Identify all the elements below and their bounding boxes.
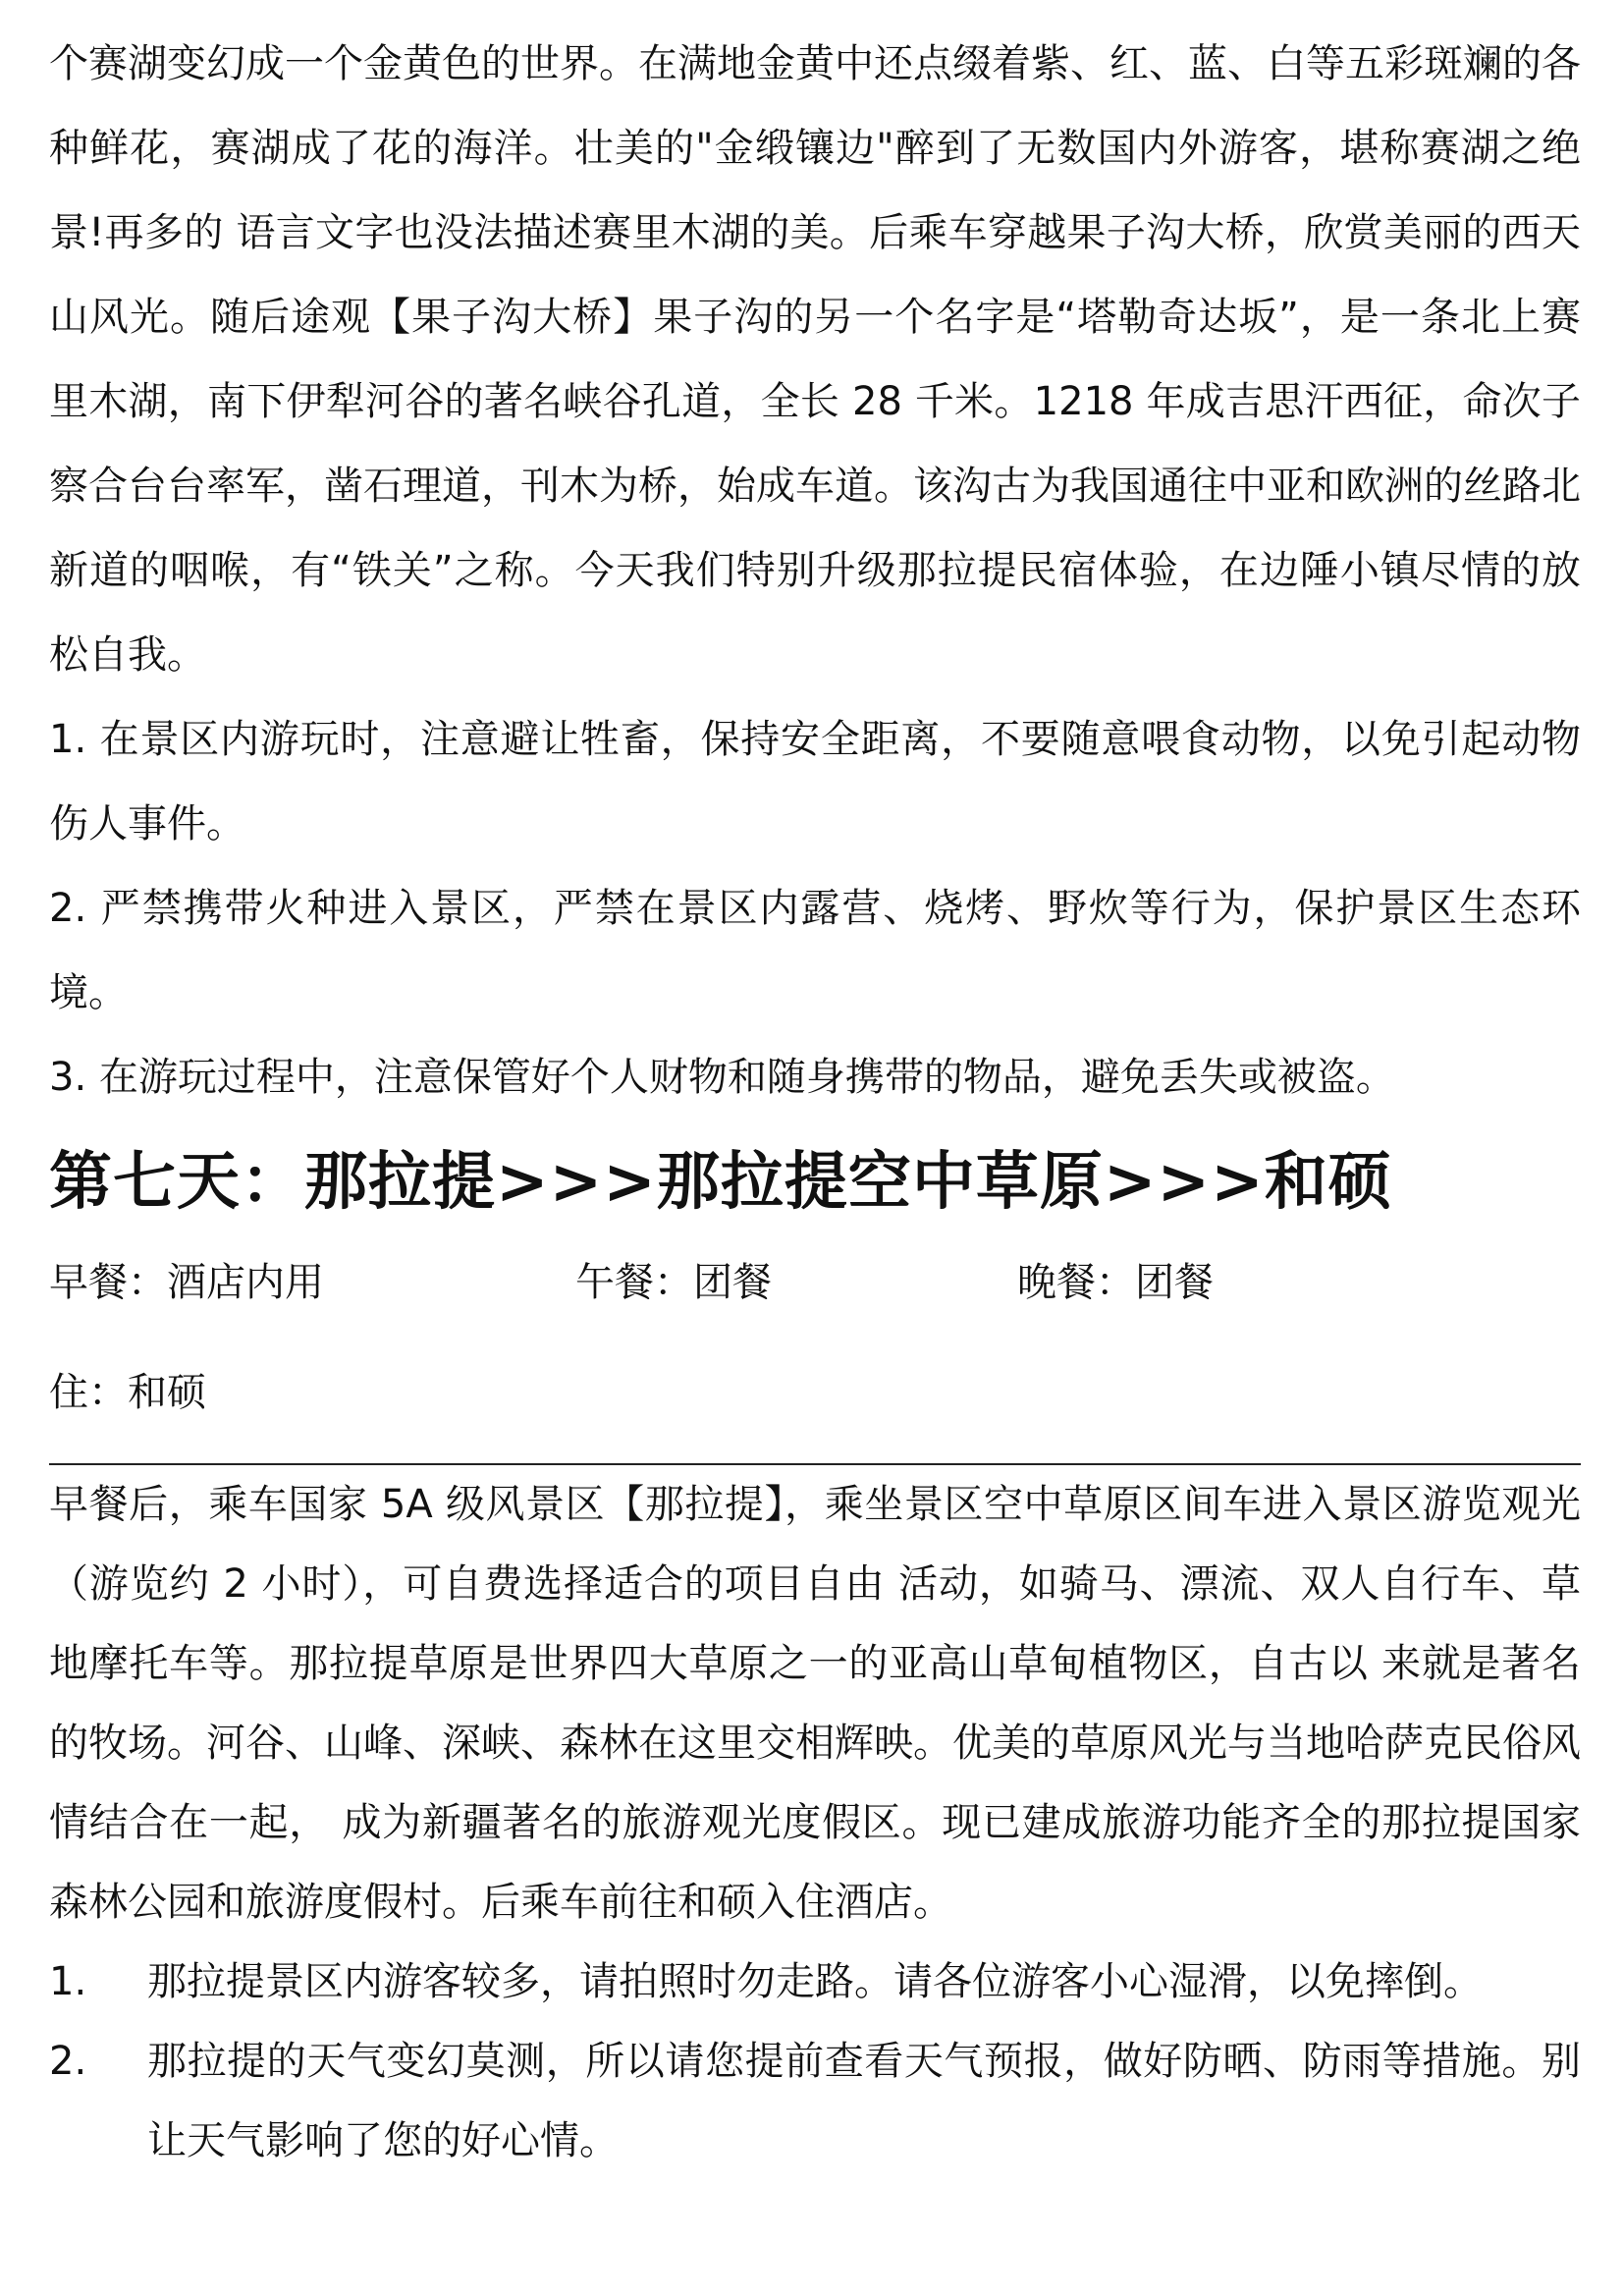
intro-paragraph: 个赛湖变幻成一个金黄色的世界。在满地金黄中还点缀着紫、红、蓝、白等五彩斑斓的各种鲜花，赛湖成了花的海洋。壮美的"金缎镶边"醉到了无数国内外游客，堪称赛湖之绝景!再多的 语言文字也没法描述赛里木湖的美。后乘车穿越果子沟大桥，欣赏美丽的西天山风光。随后途观【果子沟大桥】果子沟的另一个名字是“塔勒奇达坂”，是一条北上赛里木湖，南下伊犁河谷的著名峡谷孔道，全长 28 千米。1218 年成吉思汗西征，命次子察合台台率军，凿石理道，刊木为桥，始成车道。该沟古为我国通往中亚和欧洲的丝路北新道的咽喉，有“铁关”之称。今天我们特别升级那拉提民宿体验，在边陲小镇尽情的放松自我。 <box>49 41 1581 678</box>
day7-meals <box>49 1241 1581 1324</box>
note-text: 那拉提的天气变幻莫测，所以请您提前查看天气预报，做好防晒、防雨等措施。别让天气影响了您的好心情。 <box>147 2039 1581 2163</box>
breakfast-info: 早餐：酒店内用 <box>49 1260 324 1305</box>
document-page <box>49 22 1581 2181</box>
day7-note-1 <box>49 1942 1581 2022</box>
day7-note-2 <box>49 2022 1581 2181</box>
note-number: 1. <box>49 1959 87 2004</box>
dinner-info: 晚餐：团餐 <box>1017 1260 1214 1305</box>
day7-body <box>49 1465 1581 2181</box>
lunch-info: 午餐：团餐 <box>575 1260 772 1305</box>
day7-description: 早餐后，乘车国家 5A 级风景区【那拉提】，乘坐景区空中草原区间车进入景区游览观光（游览约 2 小时），可自费选择适合的项目自由 活动，如骑马、漂流、双人自行车、草地摩托车等。那拉提草原是世界四大草原之一的亚高山草甸植物区，自古以 来就是著名的牧场。河谷、山峰、深峡、森林在这里交相辉映。优美的草原风光与当地哈萨克民俗风情结合在一起， 成为新疆著名的旅游观光度假区。现已建成旅游功能齐全的那拉提国家森林公园和旅游度假村。后乘车前往和硕入住酒店。 <box>49 1482 1581 1925</box>
note-number: 2. <box>49 2039 87 2084</box>
day7-title: 第七天：那拉提>>>那拉提空中草原>>>和硕 <box>49 1146 1392 1219</box>
note-text: 那拉提景区内游客较多，请拍照时勿走路。请各位游客小心湿滑，以免摔倒。 <box>147 1959 1483 2004</box>
day6-note-1: 1. 在景区内游玩时，注意避让牲畜，保持安全距离，不要随意喂食动物，以免引起动物伤人事件。 <box>49 717 1581 847</box>
day6-notes <box>49 697 1581 1120</box>
day6-note-3: 3. 在游玩过程中，注意保管好个人财物和随身携带的物品，避免丢失或被盗。 <box>49 1055 1395 1100</box>
day6-note-2: 2. 严禁携带火种进入景区，严禁在景区内露营、烧烤、野炊等行为，保护景区生态环境。 <box>49 886 1581 1015</box>
accommodation-info: 住：和硕 <box>49 1370 206 1415</box>
